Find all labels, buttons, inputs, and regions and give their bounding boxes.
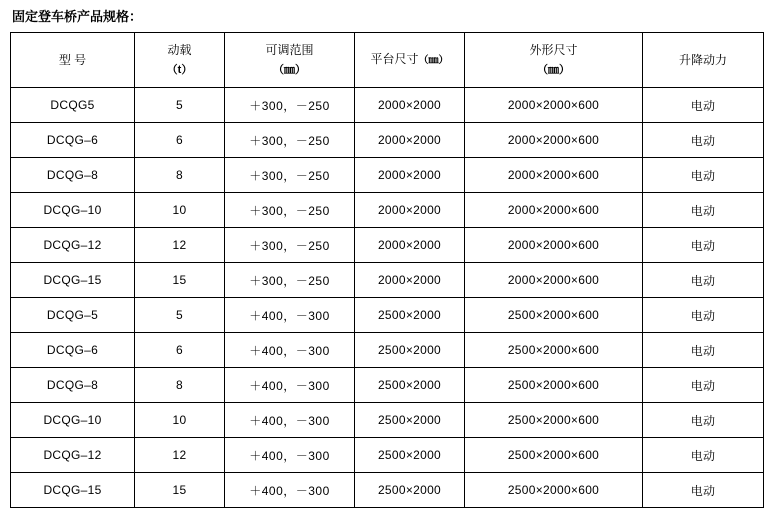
cell-overall: 2000×2000×600 — [465, 123, 643, 158]
column-header-overall-unit: （㎜） — [537, 64, 570, 76]
cell-power: 电动 — [643, 123, 764, 158]
cell-power: 电动 — [643, 298, 764, 333]
cell-load: 12 — [135, 228, 225, 263]
column-header-overall-label: 外形尺寸 — [529, 43, 578, 57]
specification-table — [10, 32, 764, 508]
table-row — [11, 298, 764, 333]
table-row — [11, 193, 764, 228]
cell-power: 电动 — [643, 438, 764, 473]
cell-overall: 2500×2000×600 — [465, 298, 643, 333]
cell-load: 6 — [135, 123, 225, 158]
cell-range: ＋300，－250 — [225, 158, 355, 193]
cell-model: DCQG–15 — [11, 473, 135, 508]
cell-platform: 2500×2000 — [355, 298, 465, 333]
cell-range: ＋400，－300 — [225, 438, 355, 473]
table-row — [11, 368, 764, 403]
column-header-platform-label: 平台尺寸 — [370, 52, 419, 66]
cell-load: 10 — [135, 193, 225, 228]
cell-overall: 2000×2000×600 — [465, 263, 643, 298]
table-body — [11, 88, 764, 508]
cell-load: 15 — [135, 473, 225, 508]
cell-range: ＋300，－250 — [225, 123, 355, 158]
column-header-range — [225, 33, 355, 88]
cell-platform: 2500×2000 — [355, 368, 465, 403]
cell-overall: 2000×2000×600 — [465, 88, 643, 123]
cell-platform: 2500×2000 — [355, 403, 465, 438]
cell-overall: 2500×2000×600 — [465, 473, 643, 508]
cell-model: DCQG5 — [11, 88, 135, 123]
cell-range: ＋400，－300 — [225, 298, 355, 333]
cell-power: 电动 — [643, 228, 764, 263]
cell-model: DCQG–15 — [11, 263, 135, 298]
cell-model: DCQG–8 — [11, 368, 135, 403]
cell-platform: 2500×2000 — [355, 473, 465, 508]
column-header-model-label: 型 号 — [58, 53, 87, 67]
column-header-load-unit: （t） — [166, 64, 193, 76]
cell-range: ＋400，－300 — [225, 473, 355, 508]
cell-load: 5 — [135, 88, 225, 123]
table-row — [11, 403, 764, 438]
cell-platform: 2000×2000 — [355, 263, 465, 298]
cell-range: ＋300，－250 — [225, 193, 355, 228]
cell-model: DCQG–8 — [11, 158, 135, 193]
cell-platform: 2000×2000 — [355, 88, 465, 123]
column-header-platform — [355, 33, 465, 88]
cell-platform: 2000×2000 — [355, 193, 465, 228]
cell-load: 10 — [135, 403, 225, 438]
cell-range: ＋300，－250 — [225, 88, 355, 123]
column-header-power-label: 升降动力 — [678, 53, 727, 67]
cell-power: 电动 — [643, 88, 764, 123]
cell-platform: 2000×2000 — [355, 228, 465, 263]
table-row — [11, 333, 764, 368]
cell-power: 电动 — [643, 368, 764, 403]
cell-power: 电动 — [643, 403, 764, 438]
cell-model: DCQG–10 — [11, 403, 135, 438]
table-row — [11, 473, 764, 508]
cell-model: DCQG–10 — [11, 193, 135, 228]
table-row — [11, 263, 764, 298]
cell-overall: 2000×2000×600 — [465, 158, 643, 193]
table-row — [11, 158, 764, 193]
cell-load: 5 — [135, 298, 225, 333]
column-header-power — [643, 33, 764, 88]
cell-model: DCQG–12 — [11, 228, 135, 263]
column-header-platform-unit: （㎜） — [418, 55, 449, 66]
column-header-range-label: 可调范围 — [265, 43, 314, 57]
cell-power: 电动 — [643, 333, 764, 368]
column-header-overall — [465, 33, 643, 88]
cell-power: 电动 — [643, 158, 764, 193]
cell-overall: 2500×2000×600 — [465, 403, 643, 438]
table-row — [11, 123, 764, 158]
cell-range: ＋300，－250 — [225, 263, 355, 298]
cell-power: 电动 — [643, 473, 764, 508]
cell-model: DCQG–12 — [11, 438, 135, 473]
column-header-model — [11, 33, 135, 88]
cell-load: 12 — [135, 438, 225, 473]
cell-platform: 2000×2000 — [355, 123, 465, 158]
cell-load: 15 — [135, 263, 225, 298]
cell-range: ＋400，－300 — [225, 368, 355, 403]
page-title: 固定登车桥产品规格： — [12, 9, 143, 24]
cell-range: ＋400，－300 — [225, 333, 355, 368]
cell-overall: 2000×2000×600 — [465, 228, 643, 263]
table-row — [11, 228, 764, 263]
cell-platform: 2500×2000 — [355, 333, 465, 368]
cell-overall: 2500×2000×600 — [465, 438, 643, 473]
column-header-range-unit: （㎜） — [273, 64, 306, 76]
cell-load: 8 — [135, 158, 225, 193]
cell-load: 6 — [135, 333, 225, 368]
cell-power: 电动 — [643, 193, 764, 228]
cell-range: ＋400，－300 — [225, 403, 355, 438]
cell-overall: 2500×2000×600 — [465, 333, 643, 368]
cell-model: DCQG–6 — [11, 123, 135, 158]
column-header-load — [135, 33, 225, 88]
cell-overall: 2000×2000×600 — [465, 193, 643, 228]
cell-overall: 2500×2000×600 — [465, 368, 643, 403]
table-header — [11, 33, 764, 88]
cell-platform: 2500×2000 — [355, 438, 465, 473]
cell-range: ＋300，－250 — [225, 228, 355, 263]
cell-load: 8 — [135, 368, 225, 403]
cell-power: 电动 — [643, 263, 764, 298]
cell-model: DCQG–5 — [11, 298, 135, 333]
cell-model: DCQG–6 — [11, 333, 135, 368]
column-header-load-label: 动载 — [167, 43, 192, 57]
table-row — [11, 88, 764, 123]
cell-platform: 2000×2000 — [355, 158, 465, 193]
table-header-row — [11, 33, 764, 88]
table-row — [11, 438, 764, 473]
